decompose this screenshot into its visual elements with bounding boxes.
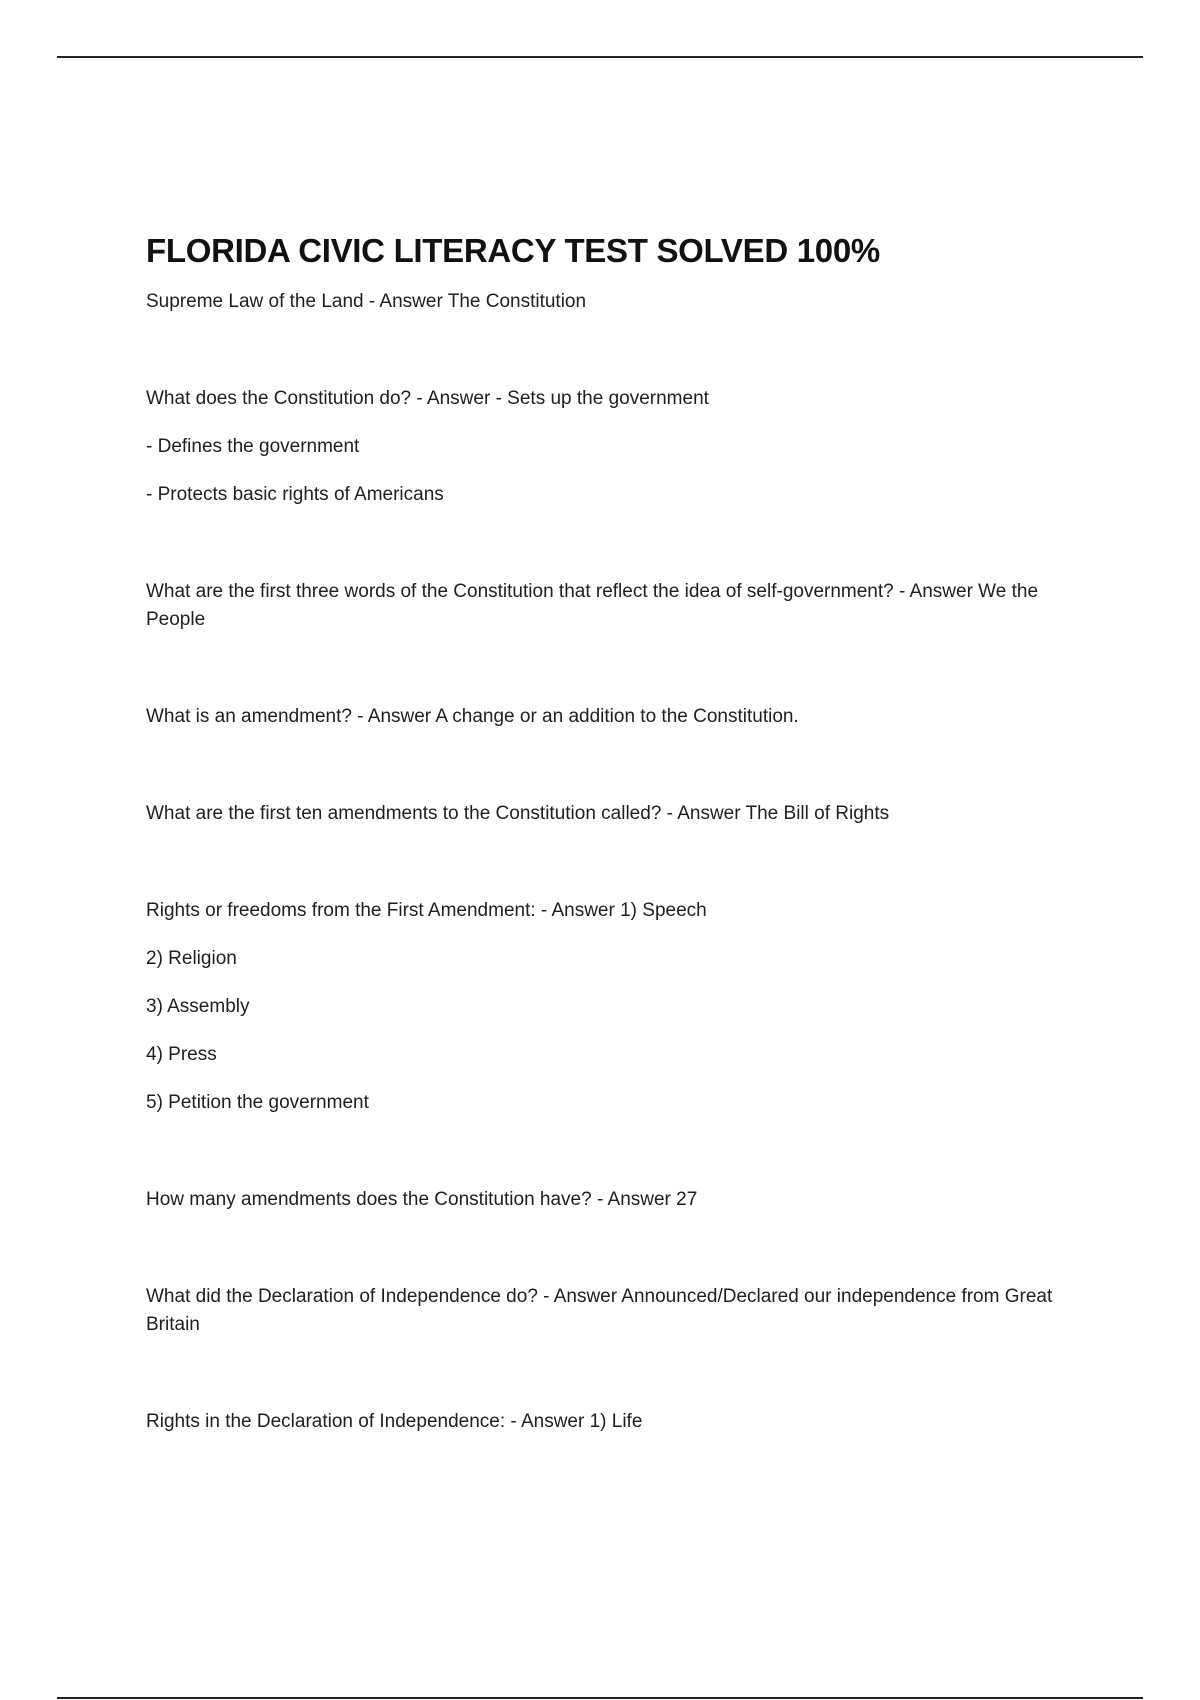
qa-entry [146,703,1086,731]
qa-line: What are the first three words of the Constitution that reflect the idea of self-government? - Answer We the People [146,581,1039,630]
qa-entry [146,385,1086,509]
qa-line: Rights in the Declaration of Independence: - Answer 1) Life [146,1411,643,1432]
qa-line: Rights or freedoms from the First Amendment: - Answer 1) Speech [146,900,707,921]
header-rule [57,56,1143,58]
qa-entry [146,288,1086,316]
qa-line: Supreme Law of the Land - Answer The Constitution [146,291,587,312]
qa-line: How many amendments does the Constitution have? - Answer 27 [146,1189,698,1210]
qa-line: What is an amendment? - Answer A change or an addition to the Constitution. [146,706,799,727]
qa-entry [146,1283,1086,1339]
qa-line: - Defines the government [146,436,360,457]
qa-entry [146,800,1086,828]
qa-entry [146,1408,1086,1436]
document-title: FLORIDA CIVIC LITERACY TEST SOLVED 100% [146,232,880,269]
qa-line: 4) Press [146,1044,217,1065]
qa-line: What did the Declaration of Independence do? - Answer Announced/Declared our independence from Great Britain [146,1286,1053,1335]
qa-line: 2) Religion [146,948,237,969]
qa-line: - Protects basic rights of Americans [146,484,444,505]
qa-entry [146,1186,1086,1214]
qa-entry [146,578,1086,634]
qa-entry [146,897,1086,1117]
qa-line: What does the Constitution do? - Answer - Sets up the government [146,388,709,409]
footer-rule [57,1697,1143,1699]
document-body [146,228,1086,1436]
qa-line: What are the first ten amendments to the Constitution called? - Answer The Bill of Rights [146,803,890,824]
qa-line: 5) Petition the government [146,1092,369,1113]
qa-line: 3) Assembly [146,996,250,1017]
